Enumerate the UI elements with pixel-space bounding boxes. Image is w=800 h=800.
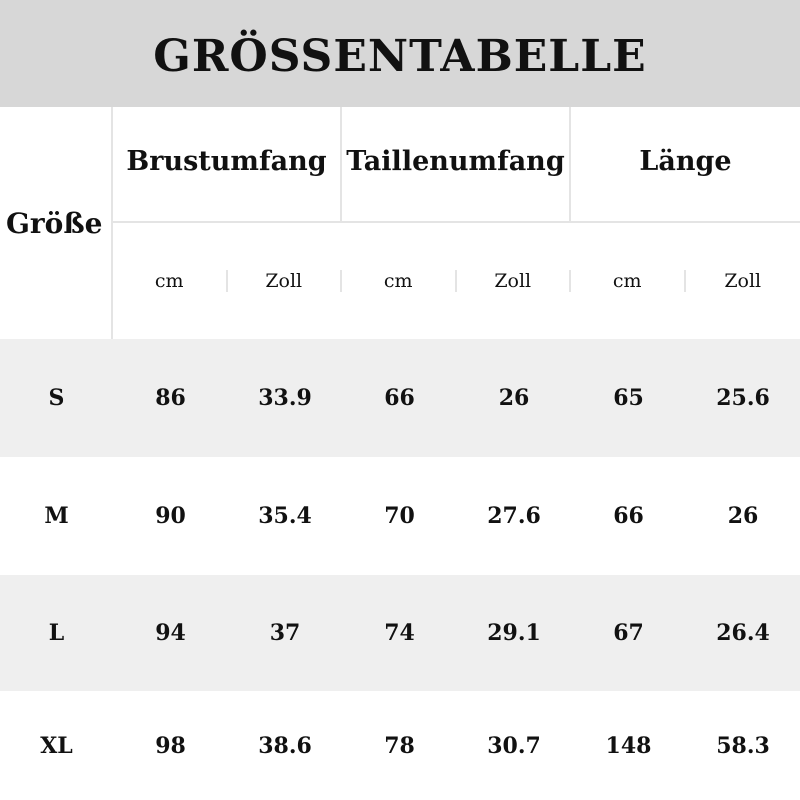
value-cell: 33.9 (258, 385, 312, 411)
value-cell: 78 (384, 732, 415, 759)
group-header-waist: Taillenumfang (342, 107, 571, 223)
group-header-bust: Brustumfang (113, 107, 342, 223)
table-row (0, 575, 800, 691)
title-bar (0, 0, 800, 107)
value-cell: 66 (384, 385, 415, 411)
size-cell: XL (40, 732, 73, 759)
unit-headers-waist (342, 223, 571, 339)
value-cell: 94 (155, 620, 186, 646)
size-cell: L (48, 620, 65, 646)
group-header-length: Länge (571, 107, 800, 223)
table-body (0, 339, 800, 800)
value-cell: 38.6 (258, 732, 312, 759)
value-cell: 98 (155, 732, 186, 759)
table-row (0, 339, 800, 457)
unit-header-cm: cm (571, 270, 686, 292)
value-cell: 70 (384, 503, 415, 529)
chart-title: GRÖSSENTABELLE (153, 31, 647, 82)
value-cell: 67 (613, 620, 644, 646)
value-cell: 35.4 (258, 503, 312, 529)
value-cell: 25.6 (716, 385, 770, 411)
unit-headers-length (571, 223, 800, 339)
size-cell: M (44, 503, 69, 529)
unit-header-inch: Zoll (228, 270, 343, 292)
value-cell: 26 (498, 385, 530, 411)
value-cell: 26.4 (716, 620, 770, 646)
table-header (0, 107, 800, 339)
value-cell: 86 (155, 385, 186, 411)
value-cell: 29.1 (487, 620, 541, 646)
value-cell: 37 (269, 620, 301, 646)
value-cell: 65 (613, 385, 644, 411)
table-row (0, 457, 800, 575)
value-cell: 148 (605, 732, 652, 759)
value-cell: 26 (727, 503, 759, 529)
value-cell: 90 (155, 503, 186, 529)
table-row (0, 691, 800, 800)
value-cell: 74 (384, 620, 415, 646)
value-cell: 58.3 (716, 732, 770, 759)
unit-header-inch: Zoll (724, 270, 762, 292)
value-cell: 30.7 (487, 732, 541, 759)
value-cell: 66 (613, 503, 644, 529)
unit-header-cm: cm (342, 270, 457, 292)
value-cell: 27.6 (487, 503, 541, 529)
unit-headers-bust (113, 223, 342, 339)
size-column-header: Größe (0, 107, 113, 339)
unit-header-inch: Zoll (457, 270, 572, 292)
unit-header-cm: cm (113, 270, 228, 292)
size-cell: S (48, 385, 65, 411)
